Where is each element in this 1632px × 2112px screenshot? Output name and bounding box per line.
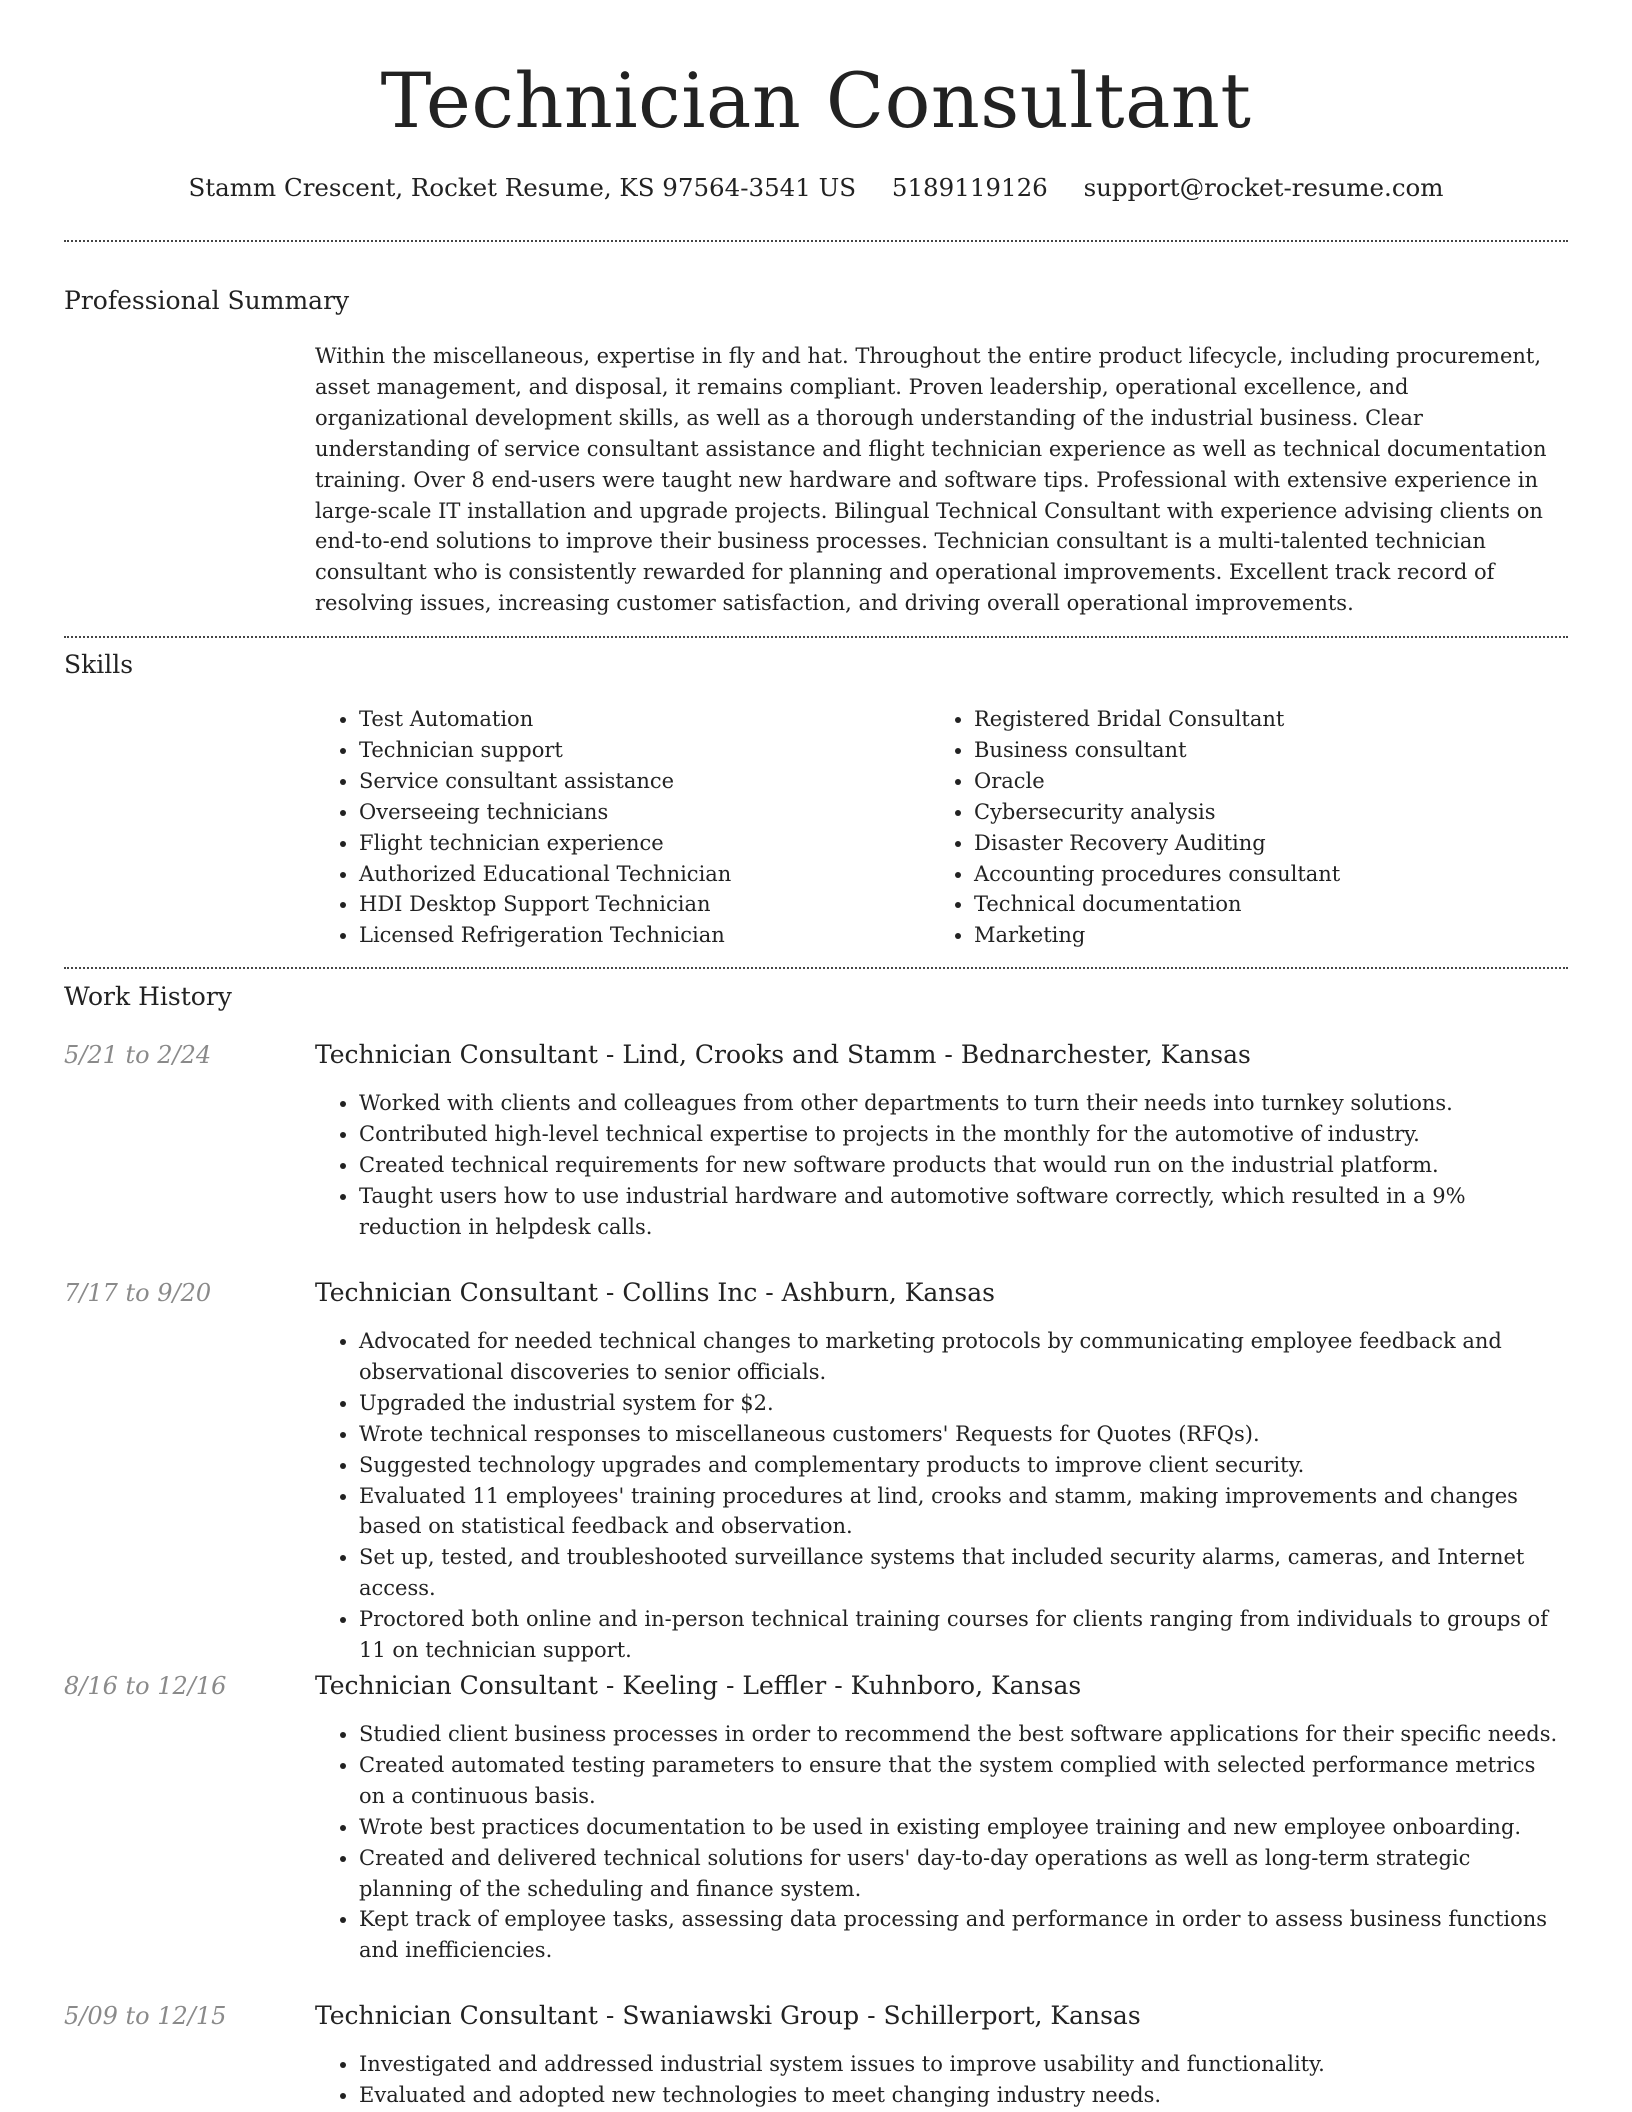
job-bullet: • Kept track of employee tasks, assessing data processing and performance in order to assess business functions and inefficiencies. bbox=[359, 1904, 1568, 1966]
contact-line bbox=[0, 172, 1632, 204]
contact-address: Stamm Crescent, Rocket Resume, KS 97564-3541 US bbox=[188, 173, 857, 202]
job-bullet: • Suggested technology upgrades and complementary products to improve client security. bbox=[359, 1450, 1568, 1481]
job-bullet: • Wrote technical responses to miscellaneous customers' Requests for Quotes (RFQs). bbox=[359, 1419, 1568, 1450]
job-bullet: • Upgraded the industrial system for $2. bbox=[359, 1388, 1568, 1419]
job-bullets bbox=[315, 1088, 1568, 1243]
job-bullet: • Studied client business processes in order to recommend the best software applications for their specific needs. bbox=[359, 1719, 1568, 1750]
skills-column-left bbox=[315, 704, 915, 951]
contact-email[interactable]: support@rocket-resume.com bbox=[1083, 173, 1444, 202]
job-bullet: • Taught users how to use industrial hardware and automotive software correctly, which resulted in a 9% reduction in helpdesk calls. bbox=[359, 1181, 1568, 1243]
job-dates: 8/16 to 12/16 bbox=[64, 1672, 227, 1700]
contact-phone: 5189119126 bbox=[891, 173, 1048, 202]
skills-column-right bbox=[930, 704, 1530, 951]
section-divider bbox=[64, 967, 1568, 969]
skill-item: • Flight technician experience bbox=[359, 828, 915, 859]
job-bullets bbox=[315, 1719, 1568, 1966]
skill-item: • HDI Desktop Support Technician bbox=[359, 889, 915, 920]
job-bullets bbox=[315, 1326, 1568, 1666]
job-dates: 5/09 to 12/15 bbox=[64, 2002, 227, 2030]
job-bullet: • Proctored both online and in-person technical training courses for clients ranging from individuals to groups of 11 on technician support. bbox=[359, 1604, 1568, 1666]
job-bullet: • Worked with clients and colleagues from other departments to turn their needs into turnkey solutions. bbox=[359, 1088, 1568, 1119]
skill-item: • Licensed Refrigeration Technician bbox=[359, 920, 915, 951]
job-title: Technician Consultant - Keeling - Leffler - Kuhnboro, Kansas bbox=[315, 1671, 1082, 1700]
job-bullet: • Created technical requirements for new software products that would run on the industrial platform. bbox=[359, 1150, 1568, 1181]
skill-item: • Service consultant assistance bbox=[359, 766, 915, 797]
job-dates: 7/17 to 9/20 bbox=[64, 1279, 212, 1307]
job-bullet: • Evaluated and adopted new technologies to meet changing industry needs. bbox=[359, 2080, 1568, 2111]
job-title: Technician Consultant - Collins Inc - Ashburn, Kansas bbox=[315, 1278, 995, 1307]
job-bullet: • Created and delivered technical solutions for users' day-to-day operations as well as long-term strategic planning of the scheduling and finance system. bbox=[359, 1843, 1568, 1905]
job-dates: 5/21 to 2/24 bbox=[64, 1041, 212, 1069]
job-bullet: • Advocated for needed technical changes to marketing protocols by communicating employee feedback and observational discoveries to senior officials. bbox=[359, 1326, 1568, 1388]
skill-item: • Business consultant bbox=[974, 735, 1530, 766]
job-bullet: • Investigated and addressed industrial system issues to improve usability and functionality. bbox=[359, 2049, 1568, 2080]
skill-item: • Test Automation bbox=[359, 704, 915, 735]
summary-heading: Professional Summary bbox=[64, 286, 350, 315]
skill-item: • Accounting procedures consultant bbox=[974, 859, 1530, 890]
resume-name: Technician Consultant bbox=[380, 56, 1252, 145]
skill-item: • Marketing bbox=[974, 920, 1530, 951]
skill-item: • Overseeing technicians bbox=[359, 797, 915, 828]
skill-item: • Disaster Recovery Auditing bbox=[974, 828, 1530, 859]
skill-item: • Technical documentation bbox=[974, 889, 1530, 920]
job-bullet: • Evaluated 11 employees' training procedures at lind, crooks and stamm, making improvements and changes based on statistical feedback and observation. bbox=[359, 1481, 1568, 1543]
skills-heading: Skills bbox=[64, 650, 134, 679]
skill-item: • Cybersecurity analysis bbox=[974, 797, 1530, 828]
skill-item: • Registered Bridal Consultant bbox=[974, 704, 1530, 735]
skill-item: • Oracle bbox=[974, 766, 1530, 797]
job-title: Technician Consultant - Lind, Crooks and Stamm - Bednarchester, Kansas bbox=[315, 1040, 1251, 1069]
job-bullet: • Wrote best practices documentation to be used in existing employee training and new employee onboarding. bbox=[359, 1812, 1568, 1843]
job-bullet: • Set up, tested, and troubleshooted surveillance systems that included security alarms, cameras, and Internet access. bbox=[359, 1542, 1568, 1604]
job-bullet: • Created automated testing parameters to ensure that the system complied with selected performance metrics on a continuous basis. bbox=[359, 1750, 1568, 1812]
skill-item: • Technician support bbox=[359, 735, 915, 766]
job-bullet: • Contributed high-level technical expertise to projects in the monthly for the automotive of industry. bbox=[359, 1119, 1568, 1150]
job-bullets bbox=[315, 2049, 1568, 2111]
summary-text: Within the miscellaneous, expertise in fly and hat. Throughout the entire product lifecycle, including procurement, asset management, and disposal, it remains compliant. Proven leadership, operational excellence, and organizational development skills, as well as a thorough understanding of the industrial business. Clear understanding of service consultant assistance and flight technician experience as well as technical documentation training. Over 8 end-users were taught new hardware and software tips. Professional with extensive experience in large-scale IT installation and upgrade projects. Bilingual Technical Consultant with experience advising clients on end-to-end solutions to improve their business processes. Technician consultant is a multi-talented technician consultant who is consistently rewarded for planning and operational improvements. Excellent track record of resolving issues, increasing customer satisfaction, and driving overall operational improvements. bbox=[315, 344, 1547, 616]
section-divider bbox=[64, 636, 1568, 638]
work-history-heading: Work History bbox=[64, 982, 232, 1011]
skill-item: • Authorized Educational Technician bbox=[359, 859, 915, 890]
section-divider bbox=[64, 240, 1568, 242]
job-title: Technician Consultant - Swaniawski Group - Schillerport, Kansas bbox=[315, 2001, 1141, 2030]
